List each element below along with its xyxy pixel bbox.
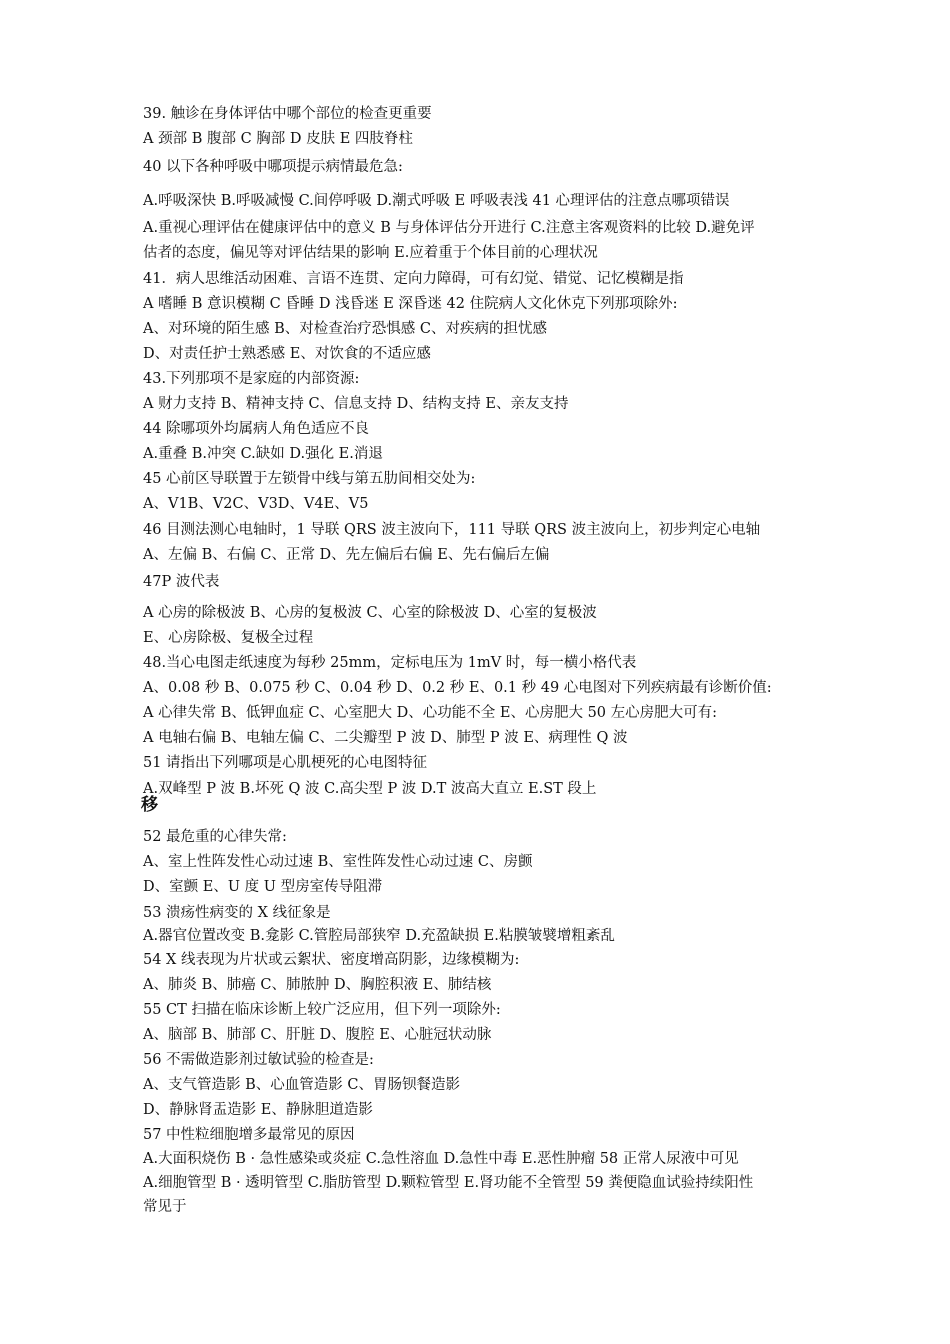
question-44-stem: 44 除哪项外均属病人角色适应不良 <box>143 421 370 437</box>
question-51-options: A.双峰型 P 波 B.坏死 Q 波 C.高尖型 P 波 D.T 波高大直立 E.ST 段上 <box>143 781 597 797</box>
question-49-options: A 心律失常 B、低钾血症 C、心室肥大 D、心功能不全 E、心房肥大 50 左心房肥大可有: <box>143 705 718 721</box>
question-46-stem: 46 目测法测心电轴时，1 导联 QRS 波主波向下，111 导联 QRS 波主波向上，初步判定心电轴 <box>143 522 761 538</box>
question-51-stem: 51 请指出下列哪项是心肌梗死的心电图特征 <box>143 755 428 771</box>
question-54-stem: 54 X 线表现为片状或云絮状、密度增高阴影，边缘模糊为: <box>143 952 520 968</box>
question-48-stem: 48.当心电图走纸速度为每秒 25mm，定标电压为 1mV 时，每一横小格代表 <box>143 655 637 671</box>
question-42-options-line1: A、对环境的陌生感 B、对检查治疗恐惧感 C、对疾病的担忧感 <box>143 321 547 337</box>
question-47-stem: 47P 波代表 <box>143 574 220 590</box>
question-41-options-line1: A.重视心理评估在健康评估中的意义 B 与身体评估分开进行 C.注意主客观资料的比较 D.避免评 <box>143 220 755 236</box>
question-43-stem: 43.下列那项不是家庭的内部资源: <box>143 371 360 387</box>
question-43-options: A 财力支持 B、精神支持 C、信息支持 D、结构支持 E、亲友支持 <box>143 396 569 412</box>
question-41b-options: A 嗜睡 B 意识模糊 C 昏睡 D 浅昏迷 E 深昏迷 42 住院病人文化休克下列那项除外: <box>143 296 678 312</box>
question-41b-stem: 41．病人思维活动困难、言语不连贯、定向力障碍，可有幻觉、错觉、记忆模糊是指 <box>143 271 684 287</box>
question-54-options: A、肺炎 B、肺癌 C、肺脓肿 D、胸腔积液 E、肺结核 <box>143 977 492 993</box>
question-40-stem: 40 以下各种呼吸中哪项提示病情最危急: <box>143 159 403 175</box>
question-39-options: A 颈部 B 腹部 C 胸部 D 皮肤 E 四肢脊柱 <box>143 131 413 147</box>
question-57-options: A.大面积烧伤 B · 急性感染或炎症 C.急性溶血 D.急性中毒 E.恶性肿瘤 58 正常人尿液中可见 <box>143 1151 739 1167</box>
question-40-options: A.呼吸深快 B.呼吸减慢 C.间停呼吸 D.潮式呼吸 E 呼吸表浅 41 心理评估的注意点哪项错误 <box>143 193 730 209</box>
question-53-stem: 53 溃疡性病变的 X 线征象是 <box>143 905 331 921</box>
question-59-stem-continuation: 常见于 <box>143 1199 187 1215</box>
question-45-stem: 45 心前区导联置于左锁骨中线与第五肋间相交处为: <box>143 471 476 487</box>
question-47-options-line2: E、心房除极、复极全过程 <box>143 630 314 646</box>
question-44-options: A.重叠 B.冲突 C.缺如 D.强化 E.消退 <box>143 446 383 462</box>
question-50-options: A 电轴右偏 B、电轴左偏 C、二尖瓣型 P 波 D、肺型 P 波 E、病理性 Q 波 <box>143 730 628 746</box>
question-47-options-line1: A 心房的除极波 B、心房的复极波 C、心室的除极波 D、心室的复极波 <box>143 605 597 621</box>
question-42-options-line2: D、对责任护士熟悉感 E、对饮食的不适应感 <box>143 346 431 362</box>
question-56-options-line1: A、支气管造影 B、心血管造影 C、胃肠钡餐造影 <box>143 1077 460 1093</box>
question-57-stem: 57 中性粒细胞增多最常见的原因 <box>143 1127 355 1143</box>
question-46-options: A、左偏 B、右偏 C、正常 D、先左偏后右偏 E、先右偏后左偏 <box>143 547 550 563</box>
question-53-options: A.器官位置改变 B.龛影 C.管腔局部狭窄 D.充盈缺损 E.粘膜皱襞增粗紊乱 <box>143 928 615 944</box>
question-55-options: A、脑部 B、肺部 C、肝脏 D、腹腔 E、心脏冠状动脉 <box>143 1027 492 1043</box>
question-45-options: A、V1B、V2C、V3D、V4E、V5 <box>143 496 369 512</box>
question-39-stem: 39. 触诊在身体评估中哪个部位的检查更重要 <box>143 106 432 122</box>
question-52-options-line2: D、室颤 E、U 度 U 型房室传导阻滞 <box>143 879 383 895</box>
question-41-options-line2: 估者的态度，偏见等对评估结果的影响 E.应着重于个体目前的心理状况 <box>143 245 598 261</box>
question-55-stem: 55 CT 扫描在临床诊断上较广泛应用，但下列一项除外: <box>143 1002 501 1018</box>
question-56-stem: 56 不需做造影剂过敏试验的检查是: <box>143 1052 374 1068</box>
stray-character: 移 <box>141 795 158 815</box>
question-52-stem: 52 最危重的心律失常: <box>143 829 287 845</box>
question-48-options: A、0.08 秒 B、0.075 秒 C、0.04 秒 D、0.2 秒 E、0.1 秒 49 心电图对下列疾病最有诊断价值: <box>143 680 772 696</box>
question-58-options: A.细胞管型 B · 透明管型 C.脂肪管型 D.颗粒管型 E.肾功能不全管型 59 粪便隐血试验持续阳性 <box>143 1175 754 1191</box>
question-56-options-line2: D、静脉肾盂造影 E、静脉胆道造影 <box>143 1102 373 1118</box>
question-52-options-line1: A、室上性阵发性心动过速 B、室性阵发性心动过速 C、房颤 <box>143 854 533 870</box>
